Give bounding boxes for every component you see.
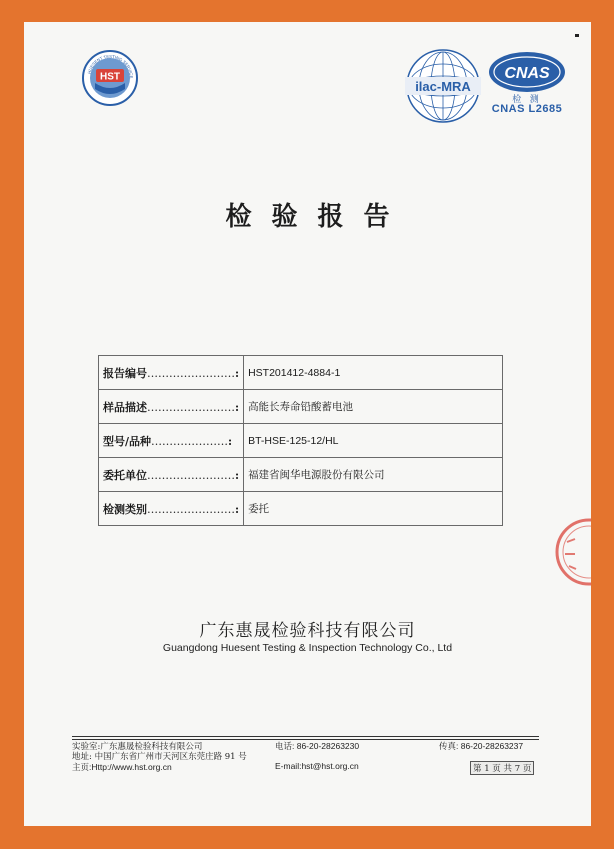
cnas-sub-label: 检 测 <box>512 94 542 104</box>
company-name-cn: 广东惠晟检验科技有限公司 <box>199 621 416 641</box>
footer-lab: 实验室:广东惠晟检验科技有限公司 <box>72 742 203 752</box>
company-name-en: Guangdong Huesent Testing & Inspection Technology Co., Ltd <box>162 642 453 654</box>
row-label: 样品描述……………………: <box>99 390 244 424</box>
table-row <box>99 390 503 424</box>
test-type-value: 委托 <box>244 492 503 526</box>
info-table <box>98 355 503 526</box>
hst-logo <box>81 49 139 107</box>
table-row <box>99 424 503 458</box>
ilac-mra-logo <box>402 47 484 125</box>
model-value: BT-HSE-125-12/HL <box>244 424 503 458</box>
red-stamp <box>553 492 591 612</box>
row-label: 委托单位……………………: <box>99 458 244 492</box>
footer-fax: 传真: 86-20-28263237 <box>439 741 524 751</box>
table-row <box>99 356 503 390</box>
footer-phone: 电话: 86-20-28263230 <box>275 741 360 751</box>
ilac-mra-text: ilac-MRA <box>415 79 471 94</box>
cnas-caption <box>487 95 567 116</box>
hst-logo-ring: HUESENT TESTING SERVICE <box>86 53 135 79</box>
table-row <box>99 492 503 526</box>
cnas-logo <box>487 50 567 94</box>
sample-description-value: 高能长寿命铅酸蓄电池 <box>244 390 503 424</box>
hst-logo-text: HST <box>100 71 120 83</box>
report-page <box>24 22 591 826</box>
corner-mark <box>575 34 579 37</box>
row-label: 报告编号……………………: <box>99 356 244 390</box>
footer-address: 地址: 中国广东省广州市天河区东莞庄路 91 号 <box>72 752 247 762</box>
footer-homepage: 主页:Http://www.hst.org.cn <box>72 762 172 772</box>
row-label: 检测类别……………………: <box>99 492 244 526</box>
client-value: 福建省闽华电源股份有限公司 <box>244 458 503 492</box>
report-title: 检验报告 <box>225 202 410 232</box>
page-indicator: 第 1 页 共 7 页 <box>470 761 534 775</box>
footer-divider <box>72 736 539 737</box>
row-label: 型号/品种…………………: <box>99 424 244 458</box>
footer-email: E-mail:hst@hst.org.cn <box>275 761 359 771</box>
table-row <box>99 458 503 492</box>
cnas-number: CNAS L2685 <box>491 103 563 116</box>
report-number-value: HST201412-4884-1 <box>244 356 503 390</box>
cnas-text: CNAS <box>504 65 550 82</box>
